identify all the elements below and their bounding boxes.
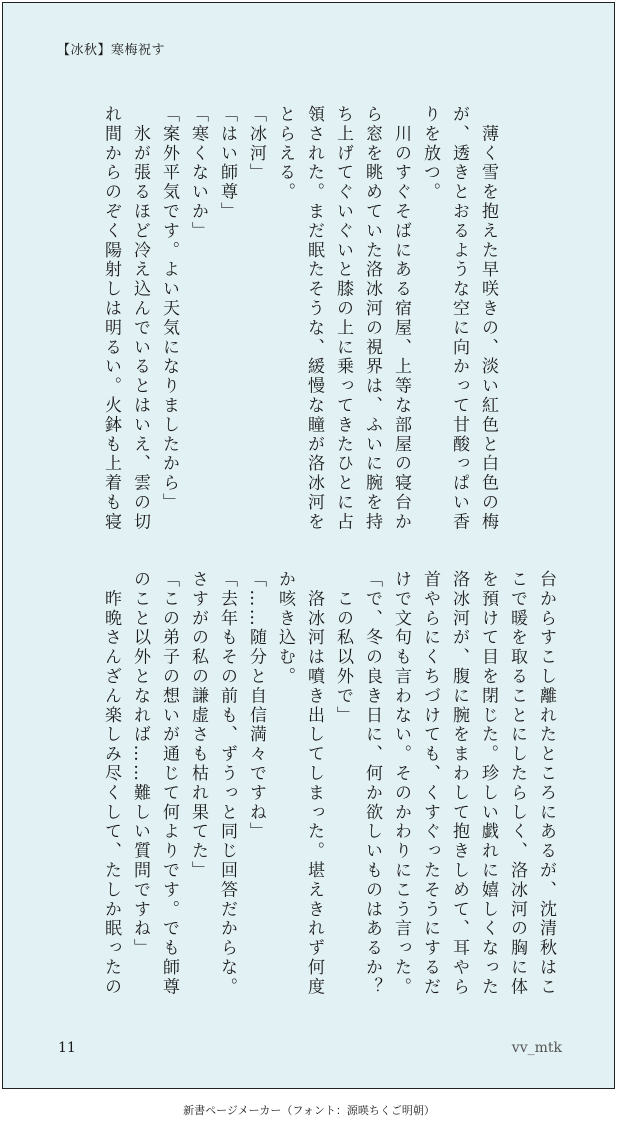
generator-credit: 新書ページメーカー（フォント：源暎ちくご明朝） bbox=[183, 1104, 435, 1117]
text-column: 「寒くないか」 bbox=[188, 105, 208, 241]
text-column: 「はい師尊」 bbox=[217, 105, 237, 222]
text-column: 首やらにくちづけても、くすぐったそうにするだ bbox=[420, 570, 440, 997]
text-column: れ間からのぞく陽射しは明るい。火鉢も上着も寝 bbox=[101, 105, 121, 532]
text-column: のこと以外となれば……難しい質問ですね」 bbox=[130, 570, 150, 958]
text-column: が、透きとおるような空に向かって甘酸っぱい香 bbox=[449, 105, 469, 532]
text-column: 薄く雪を抱えた早咲きの、淡い紅色と白色の梅 bbox=[478, 105, 498, 532]
text-column: とらえる。 bbox=[275, 105, 295, 202]
text-column: 「冰河」 bbox=[246, 105, 266, 183]
text-column: 川のすぐそばにある宿屋、上等な部屋の寝台か bbox=[391, 105, 411, 532]
text-column: 台からすこし離れたところにあるが、沈清秋はこ bbox=[536, 570, 556, 997]
text-column: 昨晩さんざん楽しみ尽くして、たしか眠ったの bbox=[101, 570, 121, 997]
text-column: 「で、冬の良き日に、何か欲しいものはあるか？ bbox=[362, 570, 382, 997]
text-column: 「案外平気です。よい天気になりましたから」 bbox=[159, 105, 179, 513]
page-title: 【冰秋】寒梅祝す bbox=[57, 43, 166, 58]
book-page bbox=[2, 2, 615, 1089]
text-column: 洛冰河は噴き出してしまった。堪えきれず何度 bbox=[304, 570, 324, 997]
text-column: を預けて目を閉じた。珍しい戯れに嬉しくなった bbox=[478, 570, 498, 997]
text-column: ら窓を眺めていた洛冰河の視界は、ふいに腕を持 bbox=[362, 105, 382, 532]
text-column: 「この弟子の想いが通じて何よりです。でも師尊 bbox=[159, 570, 179, 997]
text-column: 「去年もその前も、ずうっと同じ回答だからな。 bbox=[217, 570, 237, 997]
text-column: ち上げてぐいぐいと膝の上に乗ってきたひとに占 bbox=[333, 105, 353, 532]
text-column: さすがの私の謙虚さも枯れ果てた」 bbox=[188, 570, 208, 881]
text-column: 領された。まだ眠たそうな、緩慢な瞳が洛冰河を bbox=[304, 105, 324, 532]
text-column: 洛冰河が、腹に腕をまわして抱きしめて、耳やら bbox=[449, 570, 469, 997]
author-name: vv_mtk bbox=[511, 1040, 562, 1056]
text-column: 氷が張るほど冷え込んでいるとはいえ、雲の切 bbox=[130, 105, 150, 532]
text-column: こで暖を取ることにしたらしく、洛冰河の胸に体 bbox=[507, 570, 527, 997]
text-column: か咳き込む。 bbox=[275, 570, 295, 687]
text-column: この私以外で」 bbox=[333, 570, 353, 726]
page-number: 11 bbox=[58, 1040, 76, 1056]
text-column: けで文句も言わない。そのかわりにこう言った。 bbox=[391, 570, 411, 997]
text-column: 「……随分と自信満々ですね」 bbox=[246, 570, 266, 842]
text-column: りを放つ。 bbox=[420, 105, 440, 202]
